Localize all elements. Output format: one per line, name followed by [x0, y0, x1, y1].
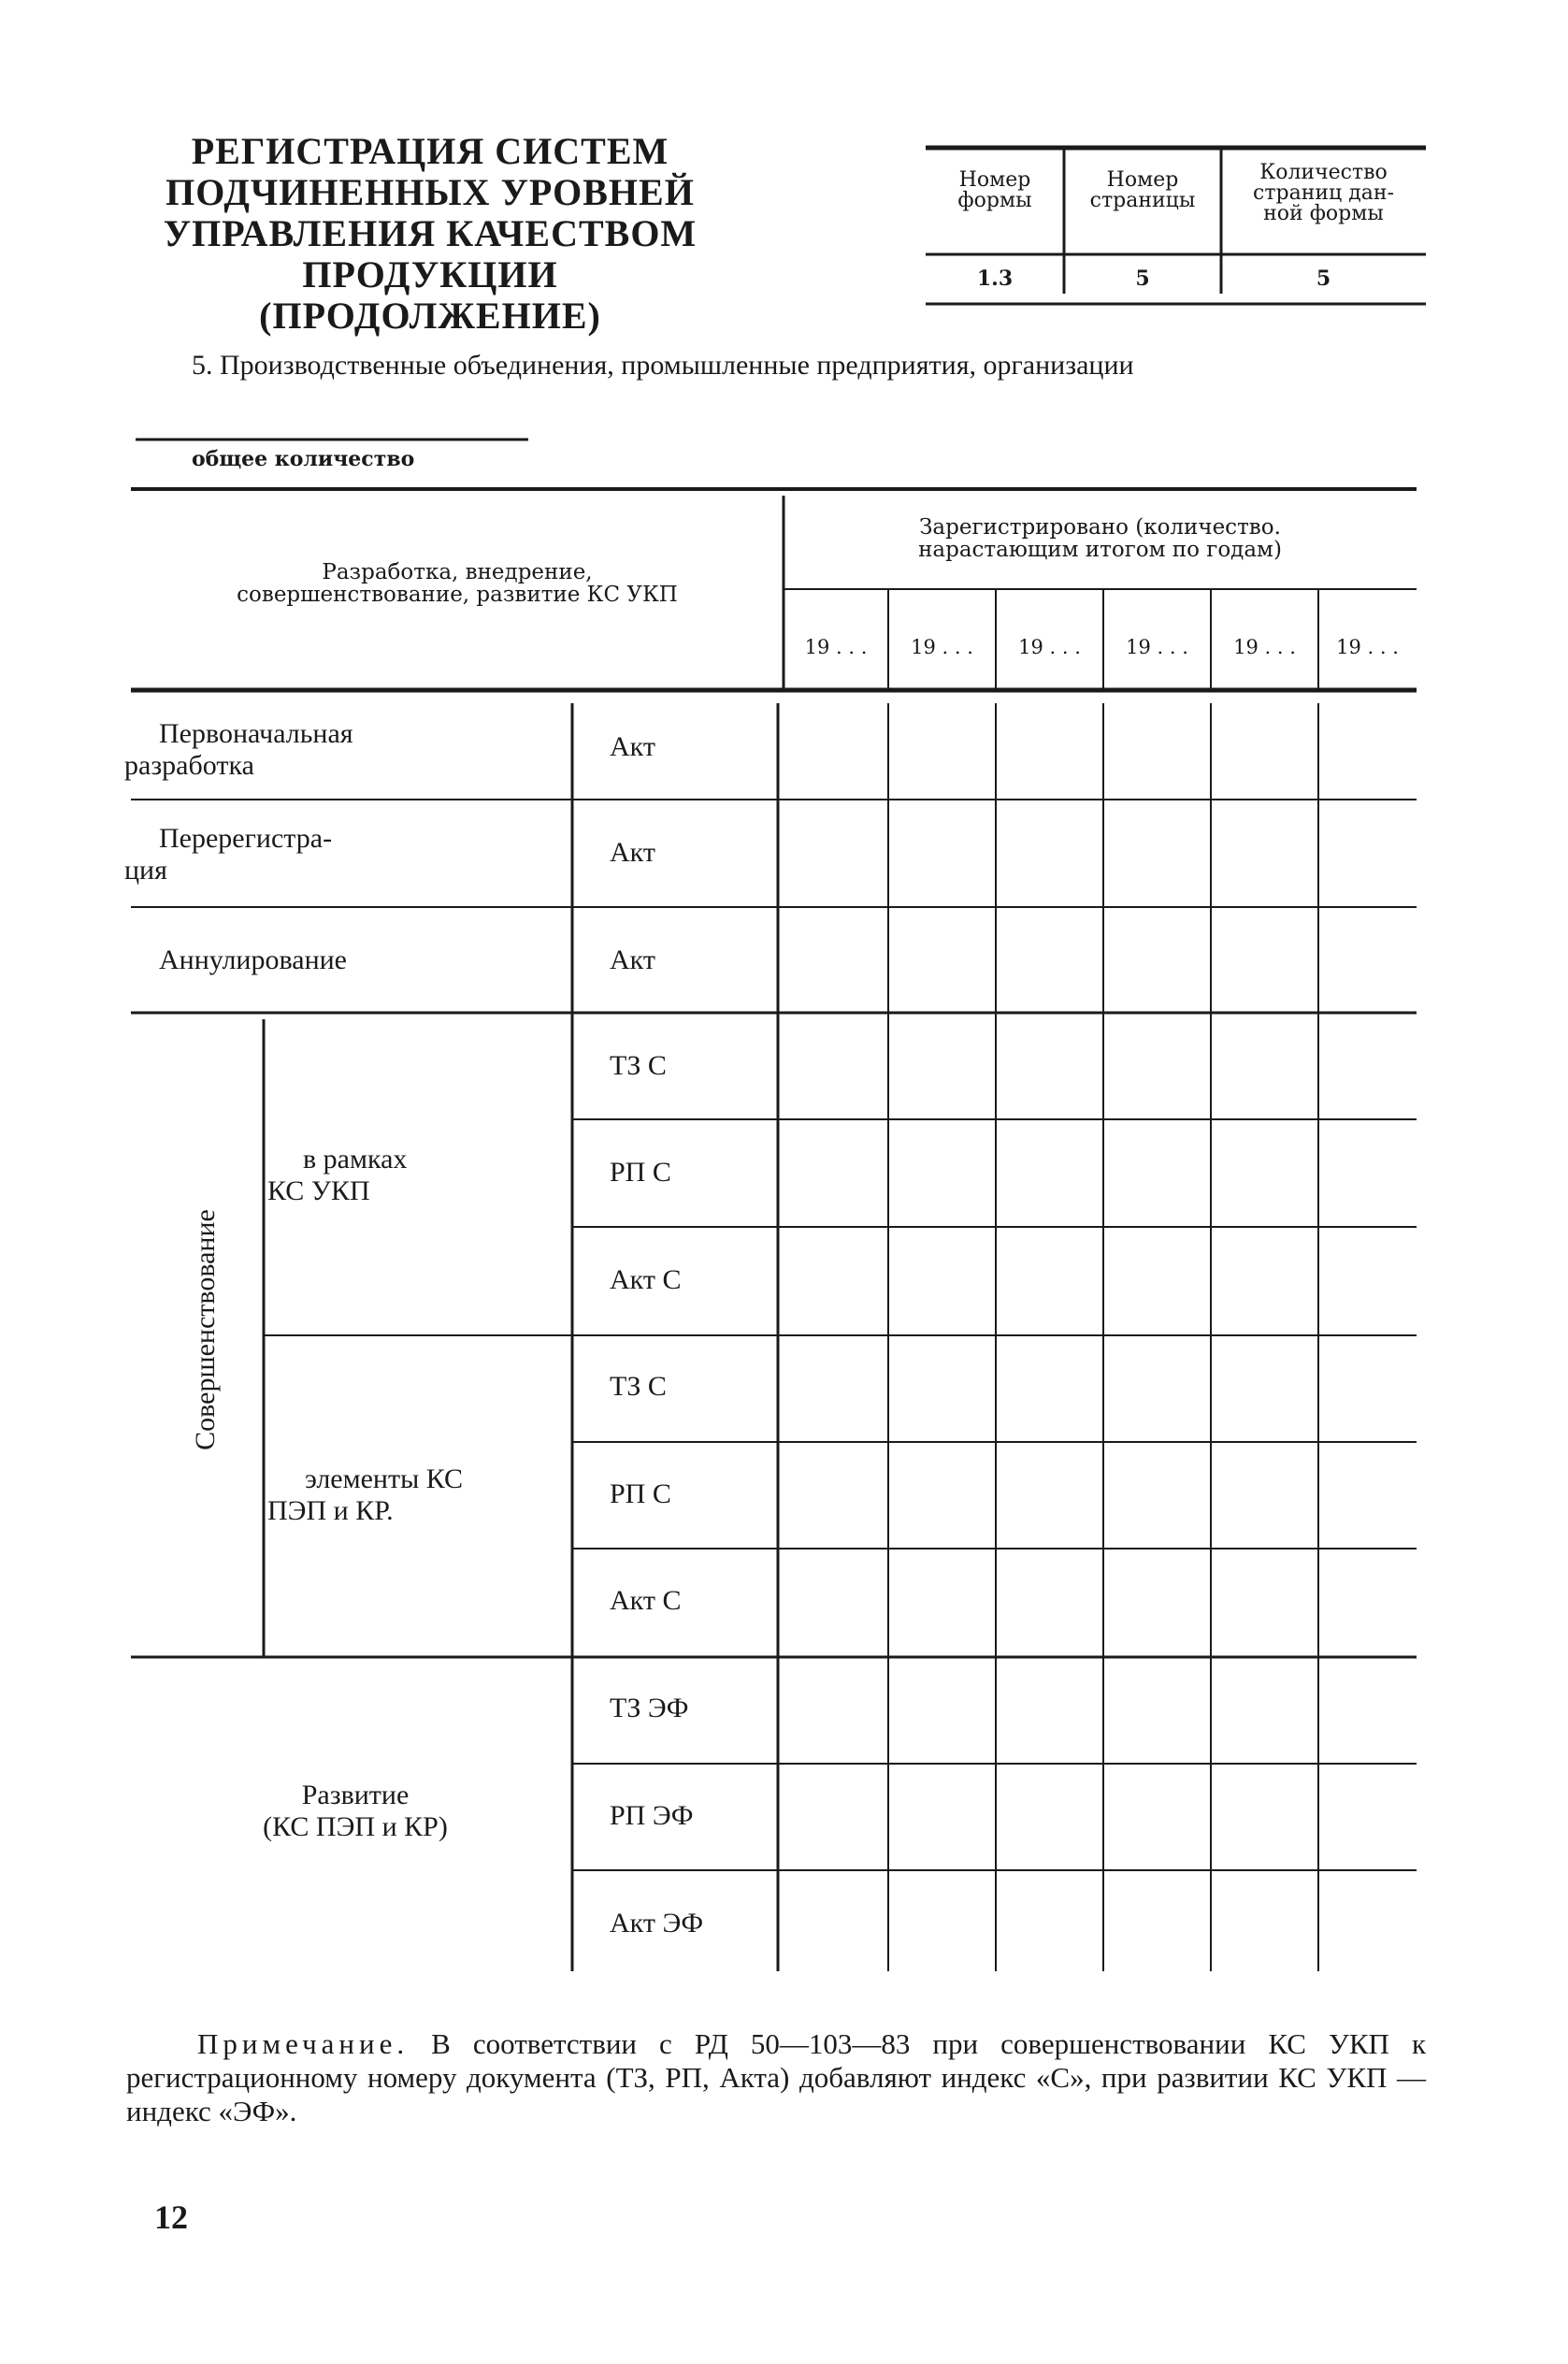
row-label-line: Первоначальная [159, 718, 353, 749]
label-line: страниц дан- [1253, 181, 1394, 205]
row-label-annulment [159, 944, 561, 976]
row-label-line: ция [124, 855, 167, 886]
row-label-line: КС УКП [267, 1175, 370, 1206]
row-label-line: в рамках [303, 1144, 408, 1175]
row-label-line: Аннулирование [159, 944, 347, 975]
row-label-reregistration [124, 823, 564, 886]
label-line: ной формы [1263, 202, 1384, 225]
header-line: Зарегистрировано (количество. [919, 515, 1281, 540]
form-number-value: 1.3 [976, 267, 1014, 291]
year-column-header: 19 . . . [804, 636, 868, 658]
subgroup-label-within-system [267, 1144, 567, 1207]
page-count-value: 5 [1316, 267, 1331, 291]
doc-type-cell: ТЗ ЭФ [610, 1693, 689, 1723]
footnote [126, 2027, 1426, 2128]
header-line: совершенствование, развитие КС УКП [237, 583, 678, 607]
row-label-line: разработка [124, 750, 254, 781]
title-line: ПОДЧИНЕННЫХ УРОВНЕЙ [165, 171, 695, 213]
doc-type-cell: Акт ЭФ [610, 1908, 704, 1939]
doc-type-cell: РП С [610, 1157, 671, 1188]
row-label-development [150, 1780, 561, 1843]
title-line: УПРАВЛЕНИЯ КАЧЕСТВОМ [163, 212, 698, 254]
header-line: нарастающим итогом по годам) [918, 538, 1282, 562]
doc-type-cell: Акт С [610, 1264, 682, 1295]
label-line: страницы [1089, 189, 1196, 212]
year-column-header: 19 . . . [1233, 636, 1296, 658]
subgroup-label-elements [267, 1463, 567, 1527]
title-line: РЕГИСТРАЦИЯ СИСТЕМ [191, 130, 669, 172]
year-column-header: 19 . . . [1336, 636, 1399, 658]
page-number: 12 [154, 2198, 188, 2236]
year-column-header: 19 . . . [911, 636, 973, 658]
table-header-registered [784, 516, 1417, 561]
footnote-heading: Примечание. [197, 2027, 410, 2060]
row-label-line: ПЭП и КР. [267, 1495, 394, 1526]
doc-type-cell: ТЗ С [610, 1371, 667, 1402]
title-line: ПРОДУКЦИИ (ПРОДОЛЖЕНИЕ) [259, 253, 601, 337]
year-column-header: 19 . . . [1126, 636, 1188, 658]
total-count-label: общее количество [192, 447, 415, 471]
section-heading: 5. Производственные объединения, промышленные предприятия, организации [192, 350, 1134, 381]
doc-type-cell: Акт [610, 837, 655, 868]
doc-type-cell: РП С [610, 1478, 671, 1509]
label-line: Количество [1259, 161, 1388, 184]
row-label-line: элементы КС [305, 1463, 464, 1494]
doc-type-cell: Акт [610, 944, 655, 975]
doc-type-cell: РП ЭФ [610, 1800, 694, 1831]
label-line: Номер [958, 168, 1031, 192]
row-label-line: Перерегистра- [159, 823, 333, 854]
doc-type-cell: ТЗ С [610, 1050, 667, 1081]
row-label-initial-development [124, 718, 564, 782]
improvement-vertical-label: Совершенствование [190, 1209, 221, 1450]
doc-type-cell: Акт С [610, 1585, 682, 1616]
page-number-value: 5 [1135, 267, 1150, 291]
row-label-line: (КС ПЭП и КР) [263, 1811, 448, 1842]
year-column-header: 19 . . . [1018, 636, 1081, 658]
header-line: Разработка, внедрение, [322, 560, 593, 584]
doc-type-cell: Акт [610, 731, 655, 762]
row-label-line: Развитие [301, 1780, 410, 1810]
label-line: Номер [1106, 168, 1179, 192]
label-line: формы [957, 189, 1032, 212]
table-header-activity [131, 561, 784, 606]
footnote-text: В соответствии с РД 50—103—83 при совершенствовании КС УКП к регистрационному номеру документа (ТЗ, РП, Акта) добавляют индекс «С», при развитии КС УКП — индекс «ЭФ». [126, 2027, 1427, 2127]
